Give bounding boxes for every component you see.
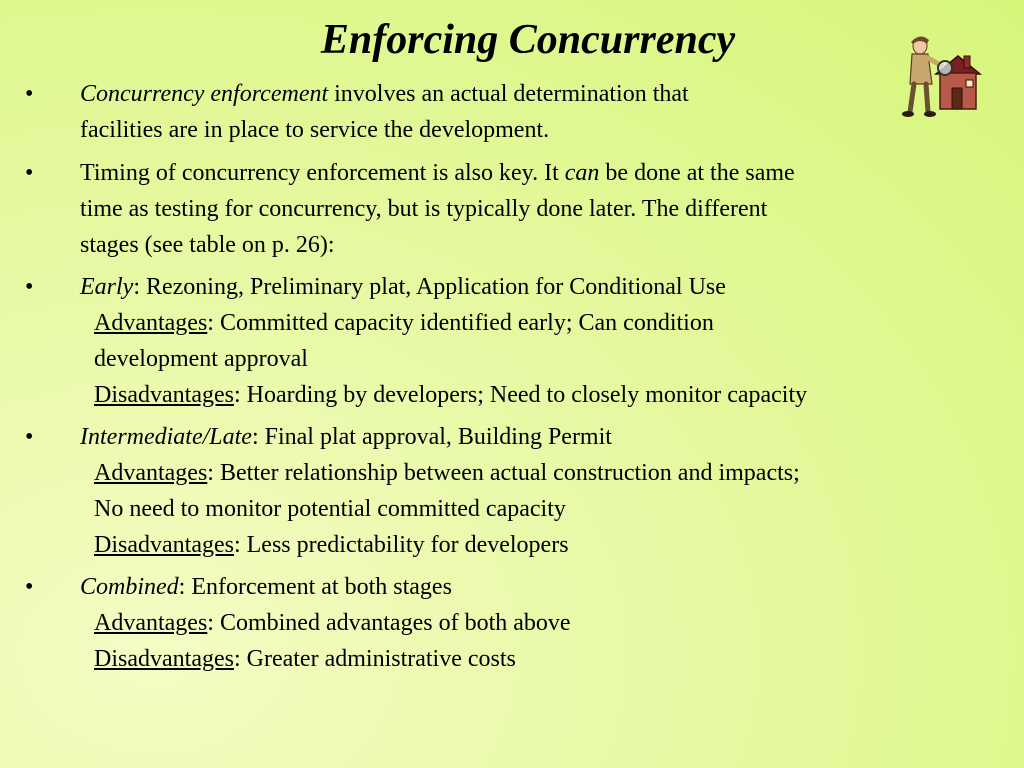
bullet-text-line: facilities are in place to service the development. (80, 117, 550, 143)
bullet-concurrency-enforcement (80, 76, 689, 148)
combined-details (94, 605, 571, 677)
bullet-marker: • (25, 274, 34, 300)
disadvantages-label: Disadvantages (94, 532, 234, 558)
bullet-combined (80, 569, 452, 605)
advantages-text: : Combined advantages of both above (207, 610, 571, 636)
advantages-text: development approval (94, 346, 308, 372)
disadvantages-label: Disadvantages (94, 646, 234, 672)
bullet-text-fragment: : Final plat approval, Building Permit (251, 424, 612, 450)
intermediate-details (94, 455, 800, 563)
advantages-text: : Better relationship between actual construction and impacts; (207, 460, 800, 486)
bullet-early (80, 269, 726, 305)
bullet-marker: • (25, 424, 34, 450)
term-intermediate-late: Intermediate/Late (80, 424, 252, 450)
advantages-label: Advantages (94, 610, 208, 636)
bullet-timing (80, 155, 795, 263)
bullet-text-fragment: be done at the same (599, 160, 795, 186)
bullet-text-fragment: : Rezoning, Preliminary plat, Application for Conditional Use (133, 274, 726, 300)
bullet-marker: • (25, 160, 34, 186)
advantages-text: : Committed capacity identified early; Can condition (207, 310, 714, 336)
term-early: Early (80, 274, 134, 300)
slide-title: Enforcing Concurrency (320, 17, 736, 63)
emphasis-can: can (564, 160, 600, 186)
disadvantages-text: : Less predictability for developers (233, 532, 569, 558)
advantages-text: No need to monitor potential committed capacity (94, 496, 566, 522)
term-combined: Combined (80, 574, 179, 600)
bullet-text-line: time as testing for concurrency, but is typically done later. The different (80, 196, 768, 222)
disadvantages-text: : Greater administrative costs (233, 646, 516, 672)
disadvantages-text: : Hoarding by developers; Need to closely monitor capacity (233, 382, 808, 408)
early-details (94, 305, 807, 413)
disadvantages-label: Disadvantages (94, 382, 234, 408)
bullet-text-fragment: Timing of concurrency enforcement is also key. It (80, 160, 565, 186)
advantages-label: Advantages (94, 460, 208, 486)
advantages-label: Advantages (94, 310, 208, 336)
term-concurrency-enforcement: Concurrency enforcement (80, 81, 329, 107)
bullet-text-fragment: : Enforcement at both stages (178, 574, 452, 600)
bullet-marker: • (25, 574, 34, 600)
bullet-intermediate-late (80, 419, 612, 455)
bullet-marker: • (25, 81, 34, 107)
bullet-text-line: stages (see table on p. 26): (80, 232, 335, 258)
bullet-text-fragment: involves an actual determination that (328, 81, 689, 107)
